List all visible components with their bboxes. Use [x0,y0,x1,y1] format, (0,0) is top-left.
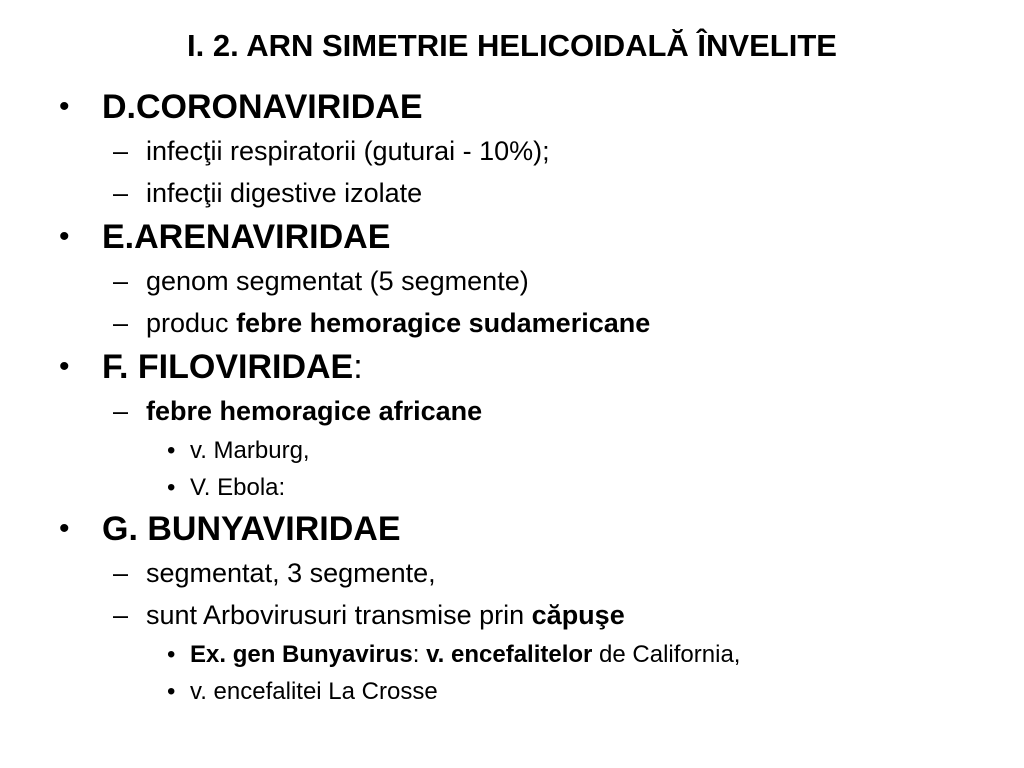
item-text: segmentat, 3 segmente, [146,558,436,588]
item-bold-text: căpuşe [531,600,625,630]
bullet-icon: • [59,220,70,253]
bullet-icon: • [167,437,176,464]
dash-icon: – [113,558,129,588]
bullet-icon: • [167,641,176,668]
dash-icon: – [113,266,129,296]
item-text: produc [146,308,237,338]
heading-text: D.CORONAVIRIDAE [102,88,423,126]
item-text: infecţii respiratorii (guturai - 10%); [146,136,550,166]
heading-filoviridae [55,344,1005,390]
list-item [55,130,1005,172]
item-bold-text: febre hemoragice sudamericane [236,308,651,338]
sub-item-text: : [412,641,427,668]
sub-item-text: de California, [592,641,741,668]
sub-item-bold-text: Ex. gen Bunyavirus [190,641,413,668]
dash-icon: – [113,178,129,208]
item-text: sunt Arbovirusuri transmise prin [146,600,532,630]
sub-list-item [55,469,1005,506]
heading-bunyaviridae [55,506,1005,552]
bullet-icon: • [59,350,70,383]
slide-content [55,84,1005,710]
dash-icon: – [113,136,129,166]
heading-text: G. BUNYAVIRIDAE [102,510,401,548]
list-item [55,552,1005,594]
bullet-icon: • [59,512,70,545]
sub-list-item [55,636,1005,673]
bullet-icon: • [59,90,70,123]
dash-icon: – [113,600,129,630]
list-item [55,172,1005,214]
heading-colon: : [353,348,363,386]
list-item [55,302,1005,344]
dash-icon: – [113,308,129,338]
slide-title: I. 2. ARN SIMETRIE HELICOIDALĂ ÎNVELITE [187,28,837,63]
dash-icon: – [113,396,129,426]
heading-text: F. FILOVIRIDAE [102,348,354,386]
heading-arenaviridae [55,214,1005,260]
sub-item-text: v. Marburg, [190,437,310,464]
sub-list-item [55,673,1005,710]
bullet-icon: • [167,474,176,501]
bullet-icon: • [167,678,176,705]
item-text: genom segmentat (5 segmente) [146,266,529,296]
heading-coronaviridae [55,84,1005,130]
list-item [55,390,1005,432]
sub-item-text: v. encefalitei La Crosse [190,678,438,705]
sub-item-text: V. Ebola: [190,474,286,501]
sub-item-bold-text: v. encefalitelor [426,641,593,668]
item-bold-text: febre hemoragice africane [146,396,483,426]
heading-text: E.ARENAVIRIDAE [102,218,391,256]
sub-list-item [55,432,1005,469]
item-text: infecţii digestive izolate [146,178,423,208]
list-item [55,594,1005,636]
list-item [55,260,1005,302]
